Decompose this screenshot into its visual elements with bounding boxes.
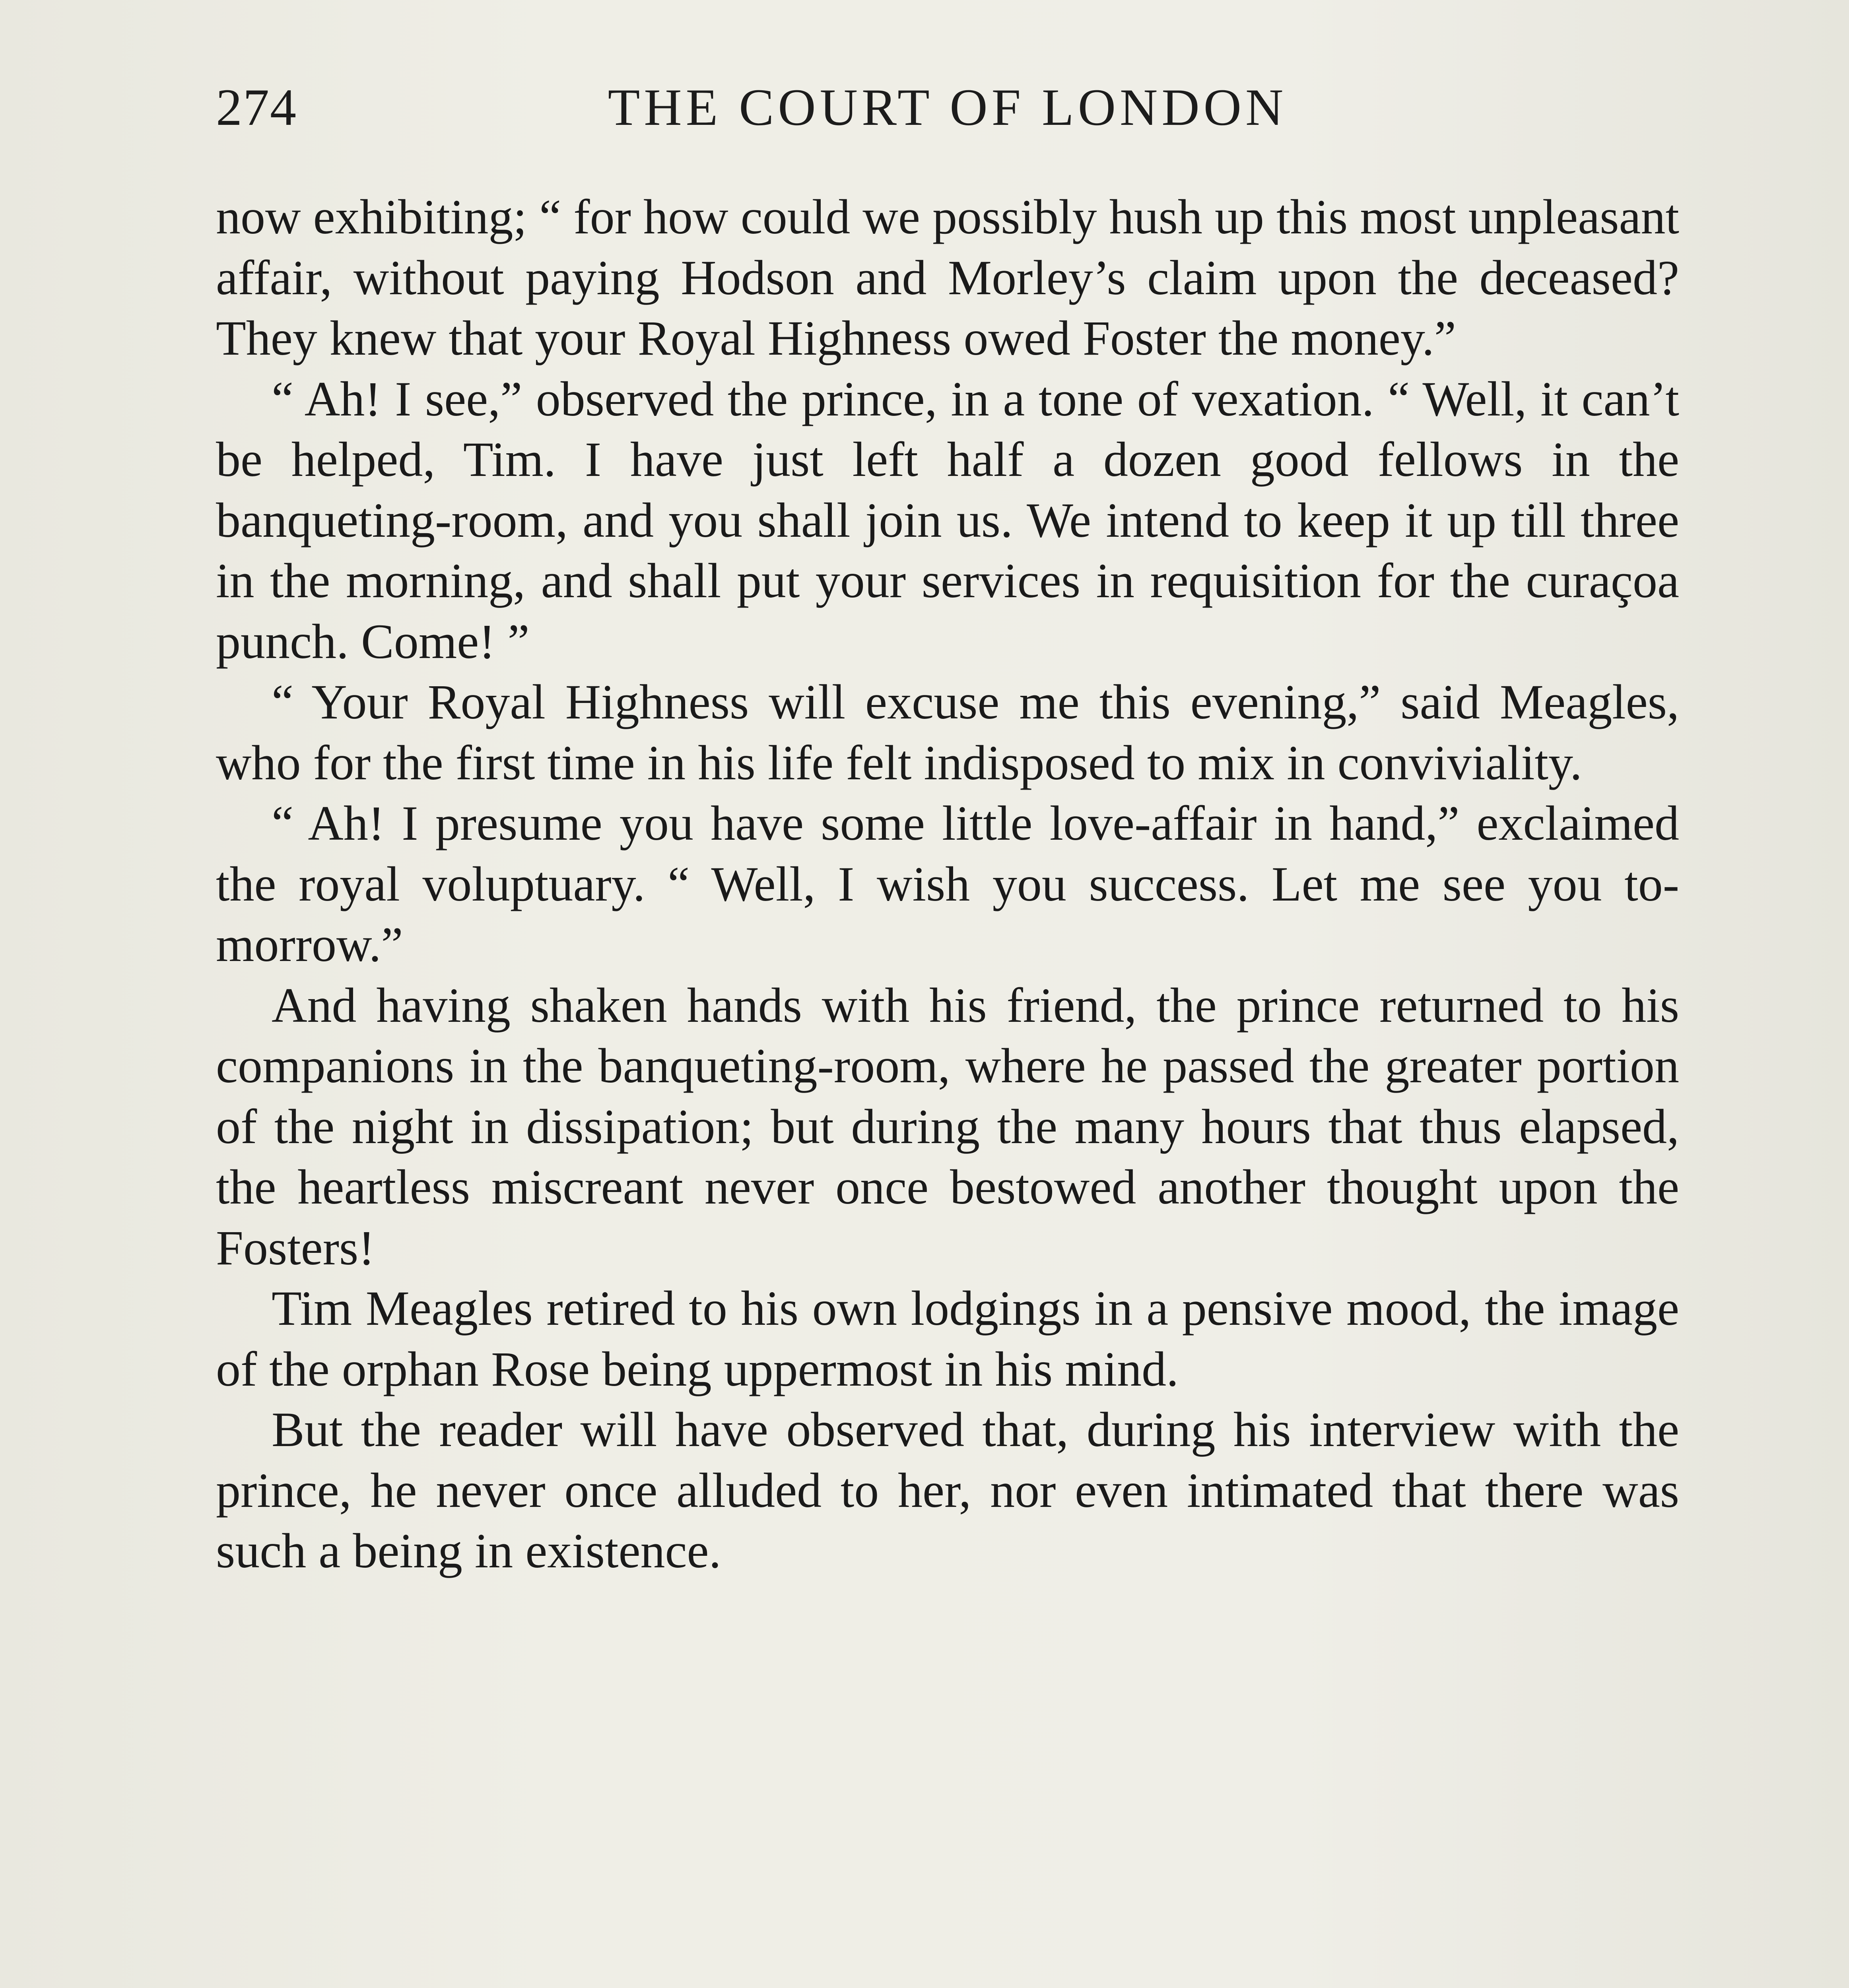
- paragraph: “ Your Royal Highness will excuse me this evening,” said Meagles, who for the first time in his life felt indisposed to mix in conviviality.: [216, 675, 1679, 790]
- page-header: [216, 78, 1679, 137]
- paragraph: And having shaken hands with his friend, the prince returned to his companions in the banqueting-room, where he passed the greater portion of the night in dissipation; but during the many hours that thus elapsed, the heartless miscreant never once bestowed another thought upon the Fosters!: [216, 978, 1679, 1275]
- paragraph: Tim Meagles retired to his own lodgings in a pensive mood, the image of the orphan Rose being uppermost in his mind.: [216, 1281, 1679, 1396]
- paragraph: now exhibiting; “ for how could we possibly hush up this most unpleasant affair, without paying Hodson and Morley’s claim upon the deceased? They knew that your Royal Highness owed Foster the money.”: [216, 190, 1679, 365]
- paragraph: “ Ah! I see,” observed the prince, in a tone of vexation. “ Well, it can’t be helped, Tim. I have just left half a dozen good fellows in the banqueting-room, and you shall join us. We intend to keep it up till three in the morning, and shall put your services in requisition for the curaçoa punch. Come! ”: [216, 371, 1679, 669]
- page-number: 274: [216, 78, 297, 136]
- running-title: THE COURT OF LONDON: [608, 78, 1288, 136]
- paragraph: But the reader will have observed that, during his interview with the prince, he never once alluded to her, nor even intimated that there was such a being in existence.: [216, 1402, 1679, 1578]
- paragraph: “ Ah! I presume you have some little love-affair in hand,” exclaimed the royal voluptuary. “ Well, I wish you success. Let me see you to-morrow.”: [216, 796, 1679, 972]
- body-text: [216, 187, 1679, 1582]
